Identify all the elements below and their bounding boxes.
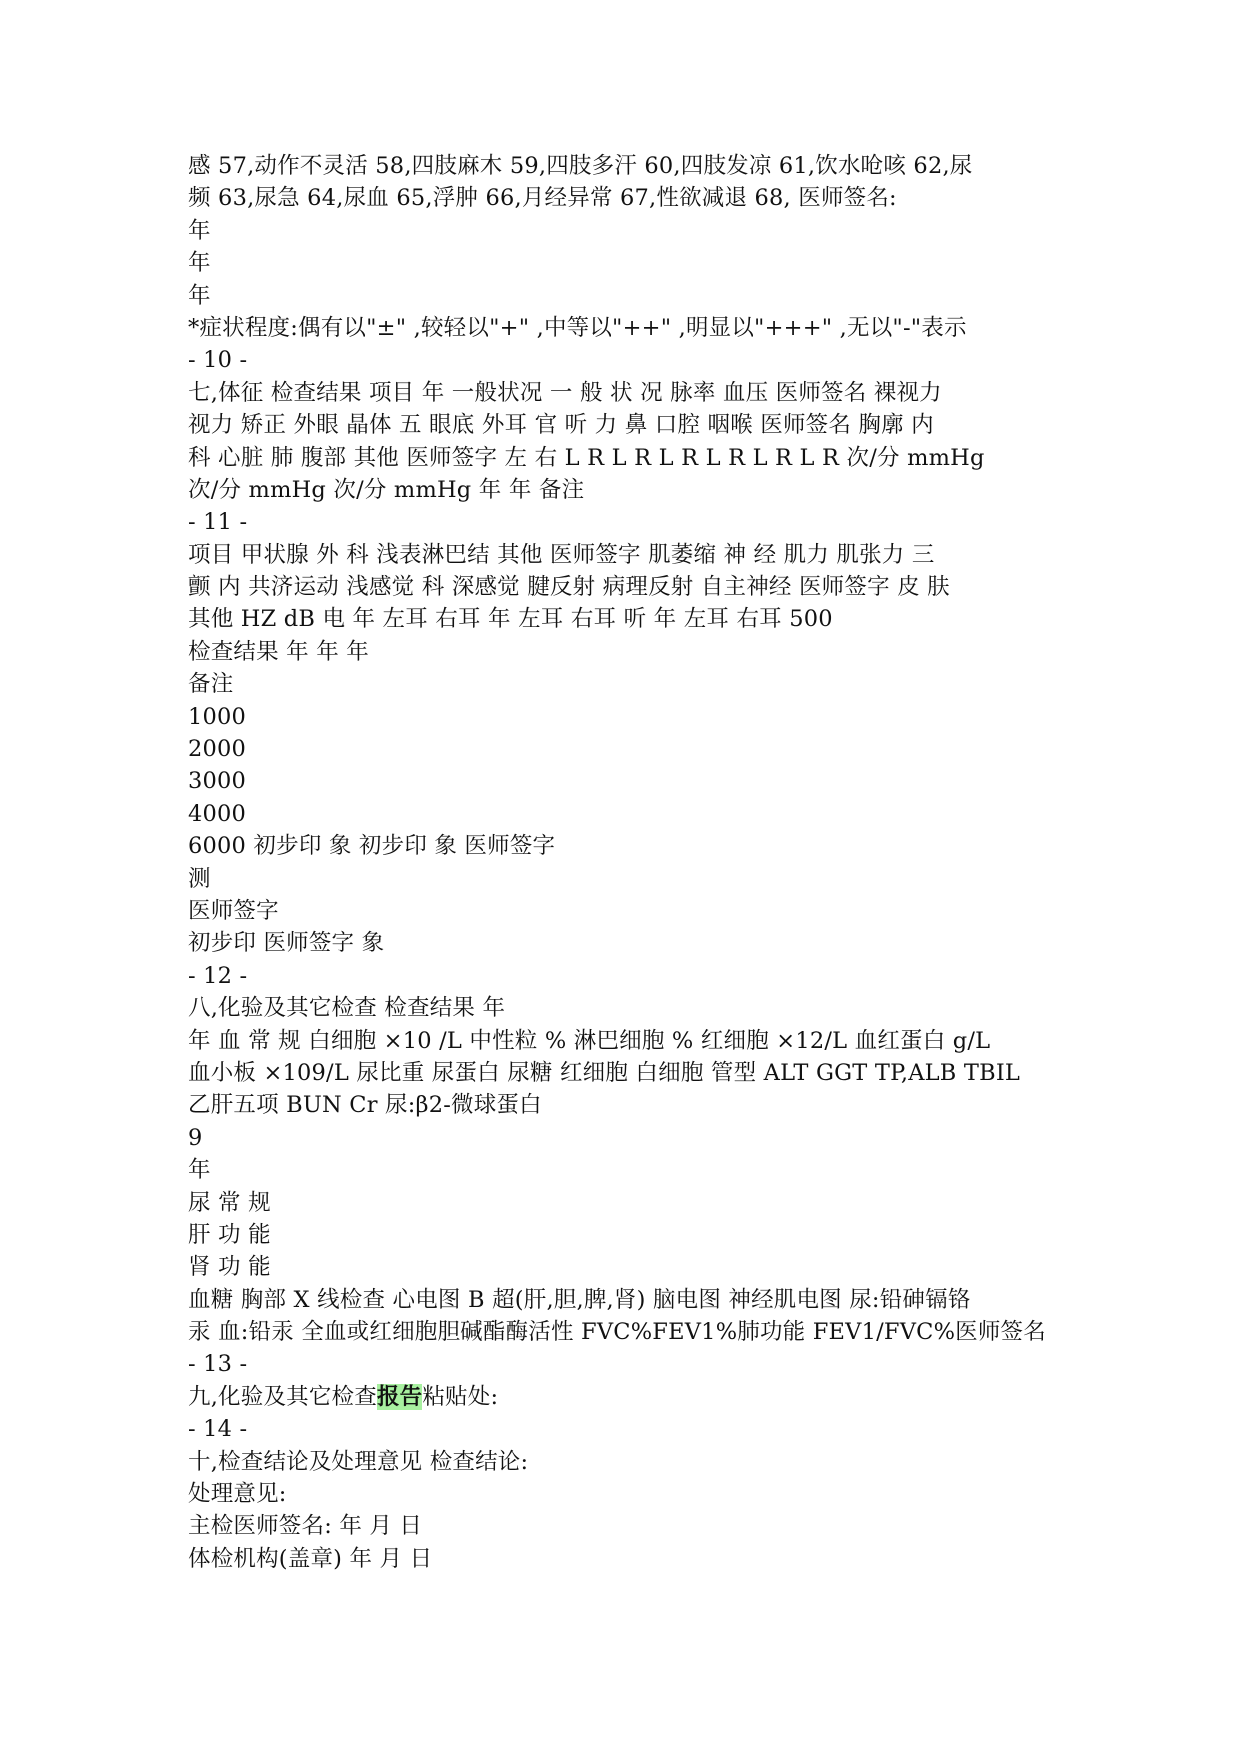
text-line: 3000 xyxy=(188,768,247,795)
text-line: 频 63,尿急 64,尿血 65,浮肿 66,月经异常 67,性欲减退 68, 医师签名: xyxy=(188,185,897,212)
page-number: - 10 - xyxy=(188,347,248,374)
text-line: 感 57,动作不灵活 58,四肢麻木 59,四肢多汗 60,四肢发凉 61,饮水呛咳 62,尿 xyxy=(188,153,973,179)
text-line: 肾 功 能 xyxy=(188,1254,271,1281)
page-number: - 12 - xyxy=(188,962,248,989)
page-number: - 14 - xyxy=(188,1416,248,1443)
text-line: 处理意见: xyxy=(188,1481,287,1508)
text-line: 2000 xyxy=(188,736,247,763)
page-number: - 13 - xyxy=(188,1351,248,1378)
paste-line-prefix: 九,化验及其它检查 xyxy=(188,1383,377,1410)
text-line: 项目 甲状腺 外 科 浅表淋巴结 其他 医师签字 肌萎缩 神 经 肌力 肌张力 三 xyxy=(188,541,935,568)
text-line: 医师签字 xyxy=(188,897,279,924)
document-body xyxy=(188,150,1088,1575)
text-line: 初步印 医师签字 象 xyxy=(188,930,385,957)
text-line: 视力 矫正 外眼 晶体 五 眼底 外耳 官 听 力 鼻 口腔 咽喉 医师签名 胸廓 内 xyxy=(188,412,934,439)
text-line: 乙肝五项 BUN Cr 尿:β2-微球蛋白 xyxy=(188,1092,542,1119)
text-line: 年 xyxy=(188,1157,211,1184)
signature-line: 主检医师签名: 年 月 日 xyxy=(188,1513,423,1540)
section-heading: 七,体征 检查结果 项目 年 一般状况 一 般 状 况 脉率 血压 医师签名 裸视力 xyxy=(188,379,942,406)
text-line: 测 xyxy=(188,865,211,892)
text-line: 血小板 ×109/L 尿比重 尿蛋白 尿糖 红细胞 白细胞 管型 ALT GGT TP,ALB TBIL xyxy=(188,1059,1021,1086)
text-line: 肝 功 能 xyxy=(188,1221,271,1248)
text-line: 备注 xyxy=(188,671,234,698)
section-heading: 十,检查结论及处理意见 检查结论: xyxy=(188,1448,529,1475)
text-line: 1000 xyxy=(188,703,247,730)
text-line: 科 心脏 肺 腹部 其他 医师签字 左 右 L R L R L R L R L R L R 次/分 mmHg xyxy=(188,444,985,471)
stamp-line: 体检机构(盖章) 年 月 日 xyxy=(188,1545,433,1572)
text-line: 4000 xyxy=(188,800,247,827)
text-line: 年 xyxy=(188,250,211,277)
highlighted-report-text: 报告 xyxy=(376,1383,423,1410)
text-line: 检查结果 年 年 年 xyxy=(188,638,369,665)
text-line: 年 xyxy=(188,217,211,244)
paste-line-suffix: 粘贴处: xyxy=(422,1383,499,1410)
text-line: 次/分 mmHg 次/分 mmHg 年 年 备注 xyxy=(188,476,585,503)
text-line: 年 xyxy=(188,282,211,309)
text-line: 汞 血:铅汞 全血或红细胞胆碱酯酶活性 FVC%FEV1%肺功能 FEV1/FVC%医师签名 xyxy=(188,1319,1046,1346)
text-line: 9 xyxy=(188,1124,203,1151)
page-number: - 11 - xyxy=(188,509,248,536)
section-heading-report-paste xyxy=(188,1381,1088,1413)
text-line: 其他 HZ dB 电 年 左耳 右耳 年 左耳 右耳 听 年 左耳 右耳 500 xyxy=(188,606,833,633)
text-line: 血糖 胸部 X 线检查 心电图 B 超(肝,胆,脾,肾) 脑电图 神经肌电图 尿:铅砷镉铬 xyxy=(188,1286,971,1313)
text-line: 尿 常 规 xyxy=(188,1189,271,1216)
text-line: 年 血 常 规 白细胞 ×10 /L 中性粒 % 淋巴细胞 % 红细胞 ×12/L 血红蛋白 g/L xyxy=(188,1027,991,1054)
text-line: 颤 内 共济运动 浅感觉 科 深感觉 腱反射 病理反射 自主神经 医师签字 皮 肤 xyxy=(188,574,950,601)
symptom-legend: *症状程度:偶有以"±" ,较轻以"+" ,中等以"++" ,明显以"+++" ,无以"-"表示 xyxy=(188,314,967,341)
section-heading: 八,化验及其它检查 检查结果 年 xyxy=(188,995,506,1022)
text-line: 6000 初步印 象 初步印 象 医师签字 xyxy=(188,833,556,860)
